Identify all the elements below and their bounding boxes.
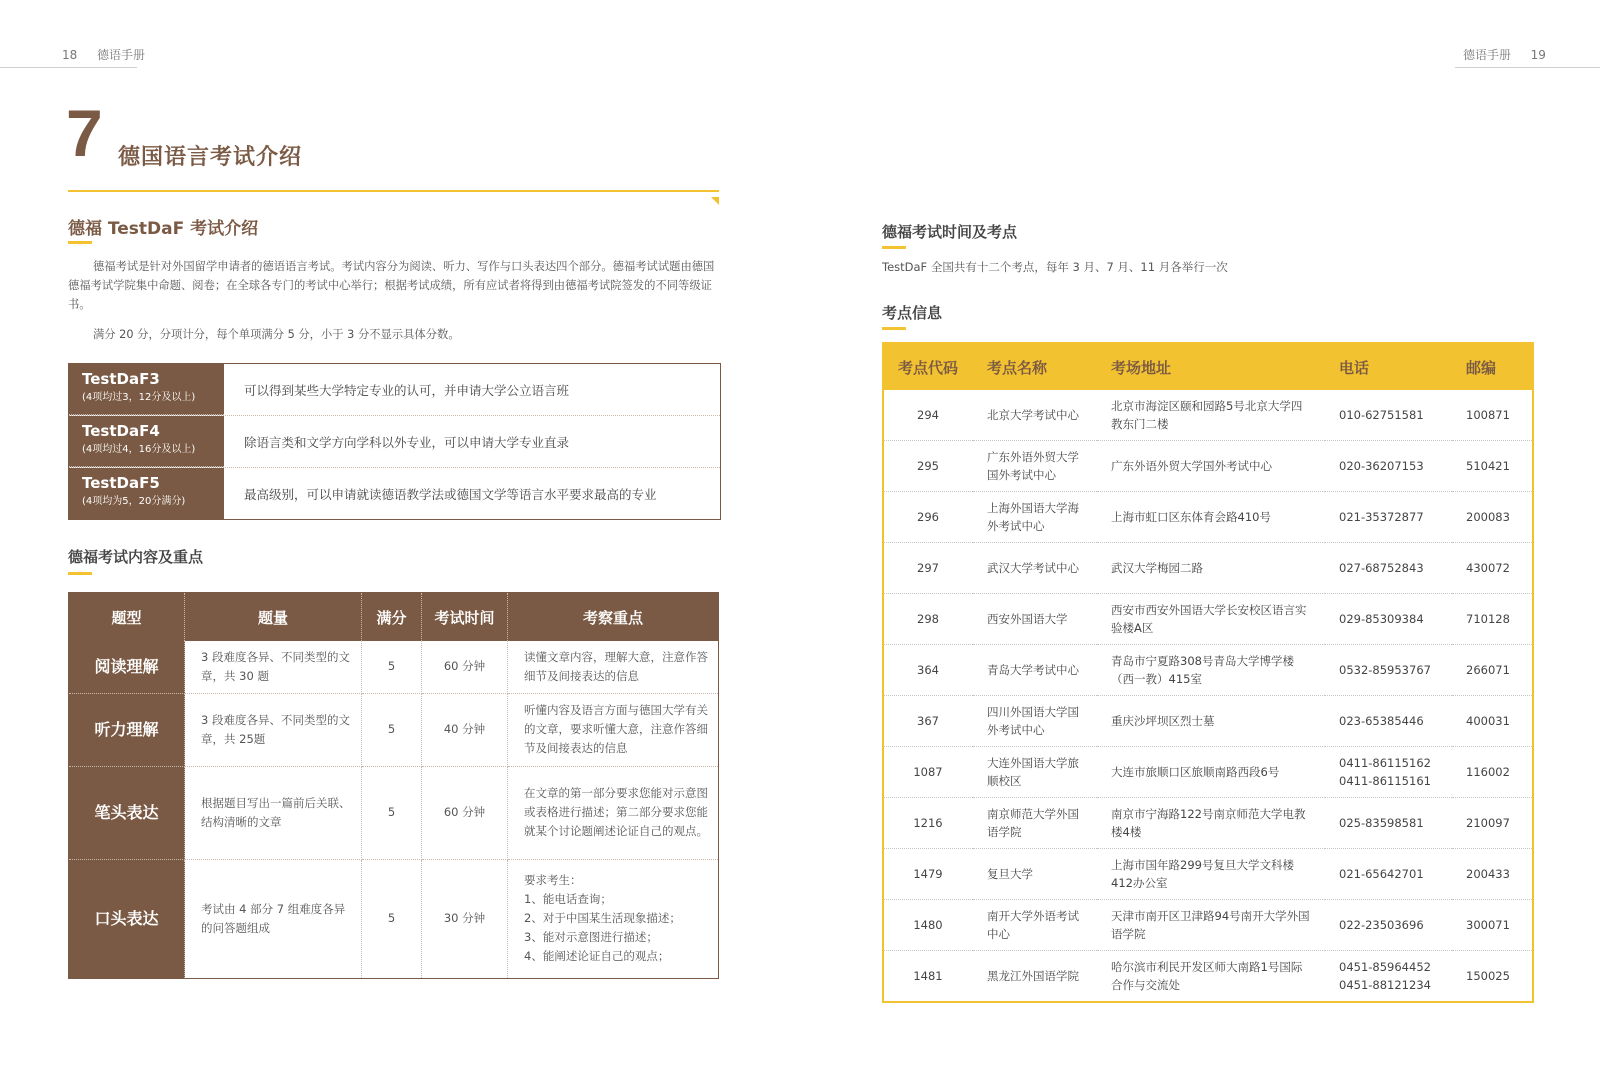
- table-row: [883, 594, 1533, 645]
- table-row: [883, 390, 1533, 441]
- exam-focus: 要求考生： 1、能电话查询； 2、对于中国某生活现象描述； 3、能对示意图进行描述； 4、能阐述论证自己的观点；: [524, 873, 681, 963]
- center-phone: 027-68752843: [1325, 543, 1452, 594]
- column-header: 电话: [1325, 343, 1452, 390]
- center-code: 296: [883, 492, 973, 543]
- center-code: 364: [883, 645, 973, 696]
- center-phone: 0532-85953767: [1325, 645, 1452, 696]
- table-row: [883, 645, 1533, 696]
- full-score: 5: [362, 693, 422, 766]
- center-zip: 116002: [1452, 747, 1533, 798]
- column-header: 考点名称: [973, 343, 1097, 390]
- chapter-number: 7: [66, 96, 103, 170]
- table-row: [883, 696, 1533, 747]
- column-header: 题量: [185, 593, 362, 642]
- center-name: 四川外国语大学国外考试中心: [973, 696, 1097, 747]
- center-code: 1216: [883, 798, 973, 849]
- center-code: 1087: [883, 747, 973, 798]
- section-type: 笔头表达: [69, 766, 185, 859]
- table-row: [883, 543, 1533, 594]
- question-amount: 根据题目写出一篇前后关联、结构清晰的文章: [185, 766, 362, 859]
- center-name: 武汉大学考试中心: [973, 543, 1097, 594]
- left-header-title: 德语手册: [96, 48, 145, 62]
- table-row: [883, 798, 1533, 849]
- center-zip: 210097: [1452, 798, 1533, 849]
- level-note: (4项均过4，16分及以上): [82, 444, 196, 455]
- center-phone: 029-85309384: [1325, 594, 1452, 645]
- center-name: 黑龙江外国语学院: [987, 969, 1079, 983]
- center-name: 北京大学考试中心: [973, 390, 1097, 441]
- right-page-number: 19: [1530, 48, 1546, 62]
- question-amount: 3 段难度各异、不同类型的文章，共 25题: [185, 693, 362, 766]
- center-name: 复旦大学: [973, 849, 1097, 900]
- exam-focus: 读懂文章内容，理解大意，注意作答细节及间接表达的信息: [508, 641, 719, 693]
- heading-accent: [882, 327, 906, 330]
- center-code: 294: [883, 390, 973, 441]
- exam-content-table: [68, 592, 719, 979]
- exam-time: 40 分钟: [422, 693, 508, 766]
- center-phone: 022-23503696: [1325, 900, 1452, 951]
- table-row: [883, 492, 1533, 543]
- heading-accent: [68, 572, 92, 575]
- center-address: 西安市西安外国语大学长安校区语言实验楼A区: [1097, 594, 1325, 645]
- center-zip: 510421: [1452, 441, 1533, 492]
- right-header-title: 德语手册: [1463, 48, 1512, 62]
- table-row: [69, 641, 719, 693]
- table-row: [883, 951, 1533, 1003]
- center-name: 西安外国语大学: [973, 594, 1097, 645]
- center-name: 广东外语外贸大学国外考试中心: [973, 441, 1097, 492]
- center-zip: 100871: [1452, 390, 1533, 441]
- level-name: TestDaF3: [82, 370, 160, 388]
- score-paragraph: [68, 325, 720, 344]
- level-description: 最高级别，可以申请就读德语教学法或德国文学等语言水平要求最高的专业: [244, 486, 657, 502]
- level-label: [69, 468, 224, 519]
- exam-focus: 在文章的第一部分要求您能对示意图或表格进行描述；第二部分要求您能就某个讨论题阐述论证自己的观点。: [508, 766, 719, 859]
- center-address: 天津市南开区卫津路94号南开大学外国语学院: [1097, 900, 1325, 951]
- table-header-row: [69, 593, 719, 642]
- table-header-row: [883, 343, 1533, 390]
- heading-accent: [68, 241, 92, 244]
- table-row: [69, 693, 719, 766]
- center-zip: 300071: [1452, 900, 1533, 951]
- column-header: 满分: [362, 593, 422, 642]
- full-score: 5: [362, 641, 422, 693]
- column-header: 考点代码: [883, 343, 973, 390]
- center-phone: 010-62751581: [1325, 390, 1452, 441]
- center-zip: 200083: [1452, 492, 1533, 543]
- table-row: [883, 441, 1533, 492]
- column-header: 邮编: [1452, 343, 1533, 390]
- center-address: 南京市宁海路122号南京师范大学电教楼4楼: [1097, 798, 1325, 849]
- level-label: [69, 416, 224, 467]
- corner-triangle-icon: [711, 197, 719, 205]
- level-row: [69, 416, 720, 468]
- schedule-text: TestDaF 全国共有十二个考点，每年 3 月、7 月、11 月各举行一次: [882, 260, 1228, 274]
- column-header: 考场地址: [1097, 343, 1325, 390]
- exam-time: 30 分钟: [422, 859, 508, 978]
- schedule-heading: 德福考试时间及考点: [882, 223, 1018, 241]
- exam-time: 60 分钟: [422, 641, 508, 693]
- center-address: 广东外语外贸大学国外考试中心: [1097, 441, 1325, 492]
- level-row: [69, 364, 720, 416]
- question-amount: 考试由 4 部分 7 组难度各异的问答题组成: [185, 859, 362, 978]
- left-page-header: [62, 46, 145, 63]
- center-phone: 020-36207153: [1325, 441, 1452, 492]
- center-zip: 266071: [1452, 645, 1533, 696]
- exam-focus: 听懂内容及语言方面与德国大学有关的文章，要求听懂大意，注意作答细节及间接表达的信息: [508, 693, 719, 766]
- right-page-header: [1463, 46, 1546, 63]
- level-row: [69, 468, 720, 519]
- center-phone: 0451-85964452 0451-88121234: [1339, 960, 1431, 992]
- center-zip: 150025: [1466, 969, 1510, 983]
- center-zip: 400031: [1452, 696, 1533, 747]
- center-address: 北京市海淀区颐和园路5号北京大学四教东门二楼: [1097, 390, 1325, 441]
- center-address: 青岛市宁夏路308号青岛大学博学楼（西一教）415室: [1097, 645, 1325, 696]
- center-address: 重庆沙坪坝区烈士墓: [1097, 696, 1325, 747]
- exam-time: 60 分钟: [422, 766, 508, 859]
- score-paragraph-text: 满分 20 分，分项计分，每个单项满分 5 分，小于 3 分不显示具体分数。: [93, 328, 460, 341]
- question-amount: 3 段难度各异、不同类型的文章，共 30 题: [185, 641, 362, 693]
- intro-paragraph-text: 德福考试是针对外国留学申请者的德语语言考试。考试内容分为阅读、听力、写作与口头表达四个部分。德福考试试题由德国德福考试学院集中命题、阅卷；在全球各专门的考试中心举行；根据考试成绩，所有应试者将得到由德福考试院签发的不同等级证书。: [68, 260, 715, 311]
- left-page-number: 18: [62, 48, 78, 62]
- center-zip: 200433: [1452, 849, 1533, 900]
- column-header: 考试时间: [422, 593, 508, 642]
- center-phone: 025-83598581: [1325, 798, 1452, 849]
- center-name: 青岛大学考试中心: [973, 645, 1097, 696]
- chapter-divider: [68, 190, 719, 192]
- center-address: 武汉大学梅园二路: [1097, 543, 1325, 594]
- center-name: 大连外国语大学旅顺校区: [973, 747, 1097, 798]
- center-name: 上海外国语大学海外考试中心: [973, 492, 1097, 543]
- centers-heading: 考点信息: [882, 304, 943, 322]
- testdaf-intro-heading: 德福 TestDaF 考试介绍: [68, 219, 259, 239]
- table-row: [883, 900, 1533, 951]
- table-row: [69, 859, 719, 978]
- level-name: TestDaF4: [82, 422, 160, 440]
- center-address: 哈尔滨市利民开发区师大南路1号国际合作与交流处: [1111, 960, 1303, 992]
- center-address: 上海市虹口区东体育会路410号: [1097, 492, 1325, 543]
- section-type: 听力理解: [69, 693, 185, 766]
- heading-accent: [882, 246, 906, 249]
- center-phone: 0411-86115162 0411-86115161: [1325, 747, 1452, 798]
- center-code: 297: [883, 543, 973, 594]
- center-phone: 023-65385446: [1325, 696, 1452, 747]
- center-name: 南开大学外语考试中心: [973, 900, 1097, 951]
- center-name: 南京师范大学外国语学院: [973, 798, 1097, 849]
- center-address: 大连市旅顺口区旅顺南路西段6号: [1097, 747, 1325, 798]
- level-description: 除语言类和文学方向学科以外专业，可以申请大学专业直录: [244, 434, 570, 450]
- column-header: 题型: [69, 593, 185, 642]
- table-row: [883, 747, 1533, 798]
- center-code: 1480: [883, 900, 973, 951]
- right-header-rule: [1455, 67, 1600, 68]
- left-header-rule: [0, 67, 137, 68]
- center-zip: 710128: [1452, 594, 1533, 645]
- level-note: (4项均为5，20分满分): [82, 496, 186, 507]
- center-code: 1479: [883, 849, 973, 900]
- level-description: 可以得到某些大学特定专业的认可，并申请大学公立语言班: [244, 382, 570, 398]
- table-row: [883, 849, 1533, 900]
- center-code: 298: [883, 594, 973, 645]
- center-code: 1481: [913, 969, 943, 983]
- center-zip: 430072: [1452, 543, 1533, 594]
- test-center-table: [882, 342, 1534, 1003]
- testdaf-level-table: [68, 363, 721, 520]
- full-score: 5: [362, 766, 422, 859]
- full-score: 5: [362, 859, 422, 978]
- center-address: 上海市国年路299号复旦大学文科楼412办公室: [1097, 849, 1325, 900]
- content-heading: 德福考试内容及重点: [68, 548, 204, 566]
- column-header: 考察重点: [508, 593, 719, 642]
- table-row: [69, 766, 719, 859]
- chapter-title: 德国语言考试介绍: [118, 145, 303, 170]
- center-code: 295: [883, 441, 973, 492]
- level-label: [69, 364, 224, 415]
- intro-paragraph: [68, 257, 720, 314]
- level-note: (4项均过3，12分及以上): [82, 392, 196, 403]
- section-type: 阅读理解: [69, 641, 185, 693]
- center-phone: 021-65642701: [1325, 849, 1452, 900]
- section-type: 口头表达: [69, 859, 185, 978]
- center-phone: 021-35372877: [1325, 492, 1452, 543]
- center-code: 367: [883, 696, 973, 747]
- level-name: TestDaF5: [82, 474, 160, 492]
